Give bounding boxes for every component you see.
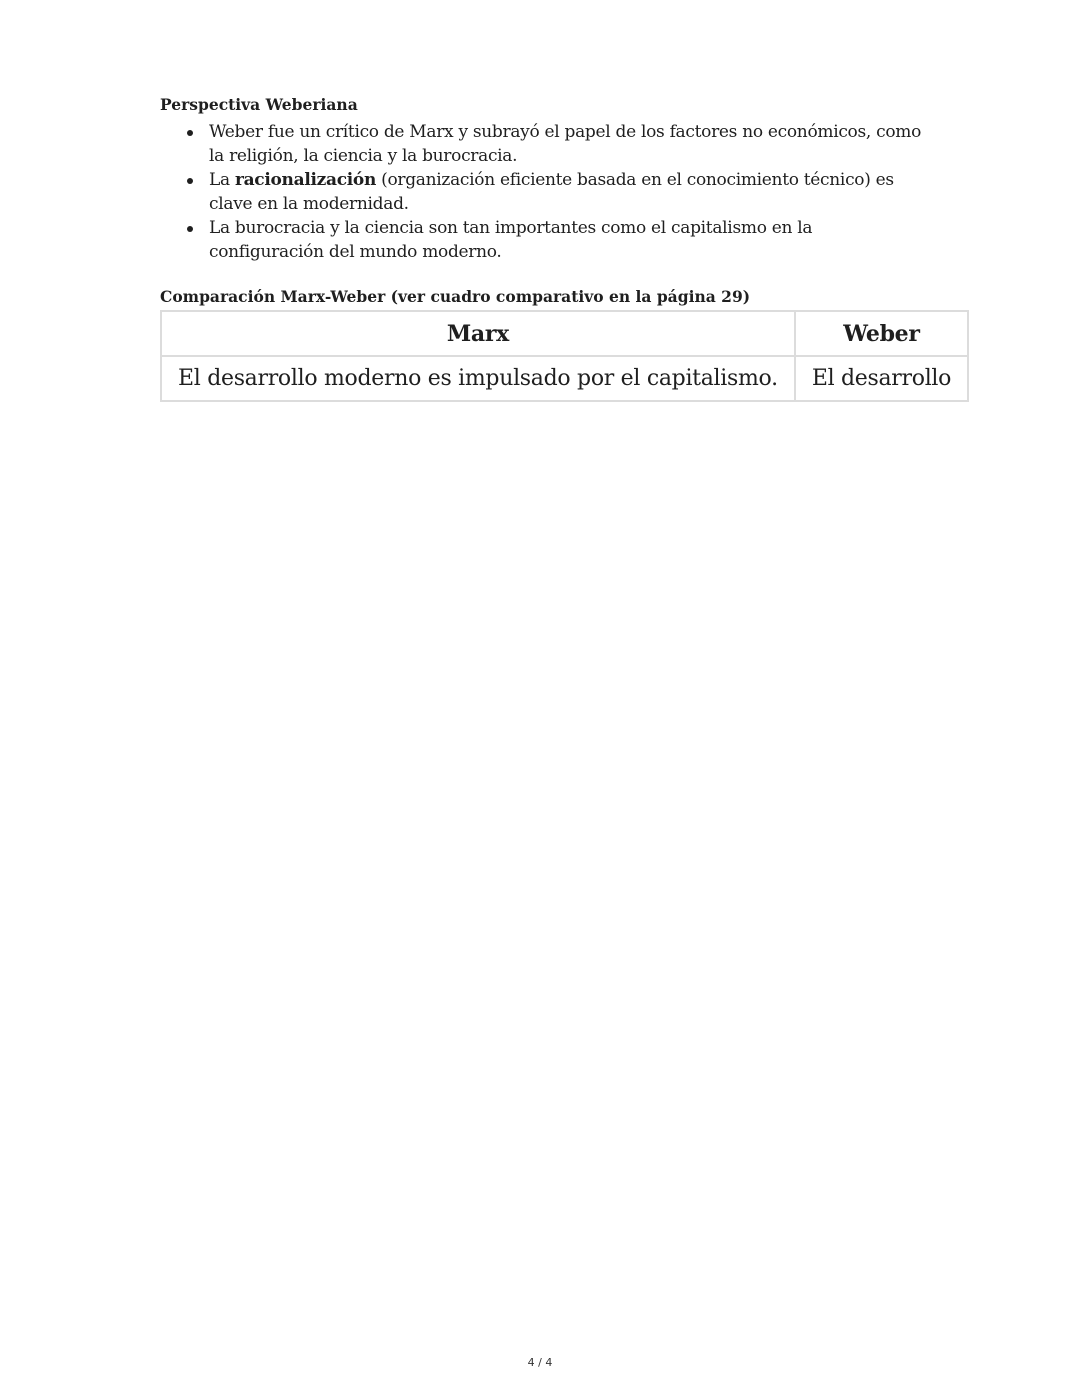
list-item-suffix: (organización eficiente basada en el conocimiento técnico) es clave en la modernidad. [209, 170, 894, 214]
table-header-weber: Weber [795, 311, 968, 356]
section-heading-weberiana: Perspectiva Weberiana [160, 95, 358, 114]
list-item-text: La burocracia y la ciencia son tan importantes como el capitalismo en la configuración del mundo moderno. [209, 218, 813, 262]
page-number: 4 / 4 [527, 1356, 553, 1369]
list-item [209, 168, 922, 216]
bullet-icon [187, 226, 193, 232]
bullet-list [160, 120, 922, 264]
comparison-table [160, 310, 969, 402]
table-cell: El desarrollo [795, 356, 968, 401]
table-header-row [161, 311, 968, 356]
list-item-prefix: La [209, 170, 235, 190]
list-item-bold-term: racionalización [234, 170, 377, 190]
list-item-text: Weber fue un crítico de Marx y subrayó el papel de los factores no económicos, como la religión, la ciencia y la burocracia. [209, 122, 922, 166]
table-cell: El desarrollo moderno es impulsado por el capitalismo. [161, 356, 795, 401]
table-row [161, 356, 968, 401]
bullet-icon [187, 130, 193, 136]
list-item [209, 120, 922, 168]
document-page [160, 94, 952, 402]
table-header-marx: Marx [161, 311, 795, 356]
section-heading-comparacion: Comparación Marx-Weber (ver cuadro comparativo en la página 29) [160, 287, 751, 306]
bullet-icon [187, 178, 193, 184]
list-item [209, 216, 922, 264]
